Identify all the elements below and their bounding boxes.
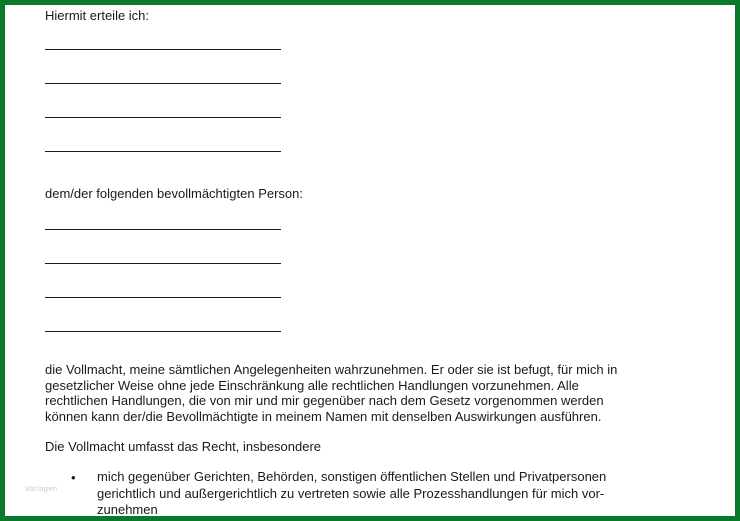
grantor-blank-line-4[interactable] (45, 151, 281, 152)
document-page (5, 5, 735, 516)
recipient-blank-line-2[interactable] (45, 263, 281, 264)
intro-text: Hiermit erteile ich: (45, 8, 150, 23)
paragraph-line: rechtlichen Handlungen, die von mir und mir gegenüber nach dem Gesetz vorgenommen werden (45, 393, 604, 408)
grantor-blank-line-2[interactable] (45, 83, 281, 84)
watermark-text: Vorlagen (25, 485, 58, 493)
paragraph-line: gesetzlicher Weise ohne jede Einschränkung alle rechtlichen Handlungen vorzunehmen. Alle (45, 377, 579, 393)
bullet-line: zunehmen (97, 502, 158, 517)
bullet-line: gerichtlich und außergerichtlich zu vertreten sowie alle Prozesshandlungen für mich vor- (97, 485, 605, 501)
bullet-marker: • (71, 470, 76, 485)
paragraph-line: können kann der/die Bevollmächtigte in meinem Namen mit denselben Auswirkungen ausführen. (45, 408, 602, 424)
grantor-blank-line-1[interactable] (45, 49, 281, 50)
paragraph-line: die Vollmacht, meine sämtlichen Angelegenheiten wahrzunehmen. Er oder sie ist befugt, für mich in (45, 362, 618, 377)
bullet-line: mich gegenüber Gerichten, Behörden, sonstigen öffentlichen Stellen und Privatpersonen (97, 469, 607, 484)
recipient-blank-line-1[interactable] (45, 229, 281, 230)
recipient-blank-line-3[interactable] (45, 297, 281, 298)
main-paragraph (45, 362, 685, 424)
grantor-blank-line-3[interactable] (45, 117, 281, 118)
scope-heading: Die Vollmacht umfasst das Recht, insbesondere (45, 439, 322, 454)
bullet-item (97, 469, 606, 519)
recipient-blank-line-4[interactable] (45, 331, 281, 332)
recipient-label: dem/der folgenden bevollmächtigten Person: (45, 186, 303, 201)
